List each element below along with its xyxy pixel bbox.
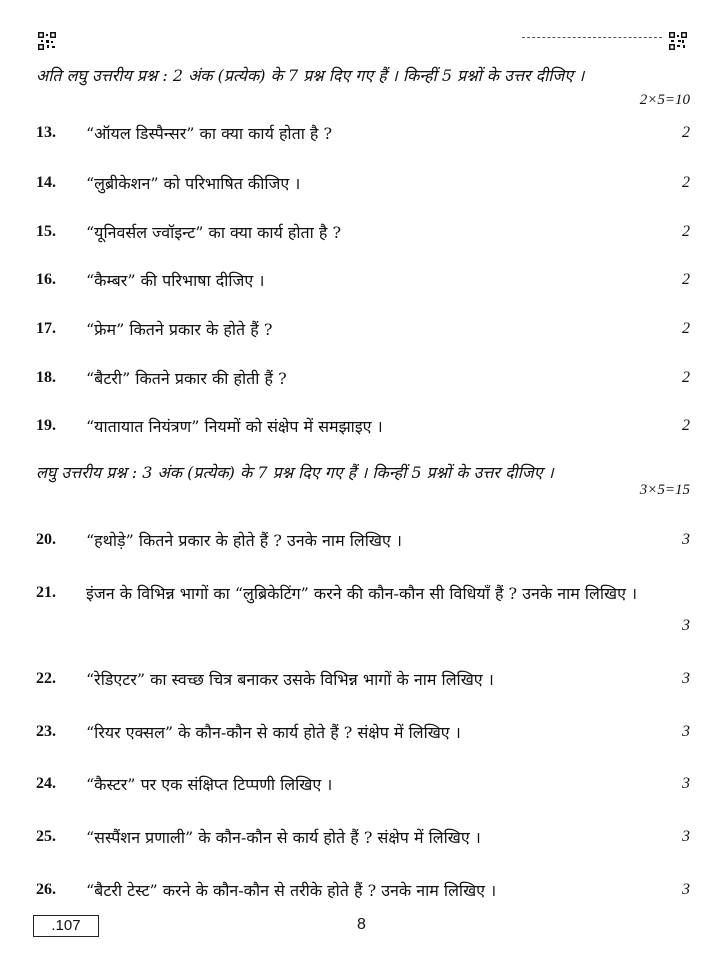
question-number: 18.: [36, 369, 56, 386]
question-text: “रियर एक्सल” के कौन-कौन से कार्य होते हैं ? संक्षेप में लिखिए ।: [86, 723, 461, 742]
question-mark: 3: [682, 670, 690, 687]
question-number: 16.: [36, 271, 56, 288]
question-mark: 2: [682, 223, 690, 240]
question-number: 23.: [36, 723, 56, 740]
question-text: “बैटरी टेस्ट” करने के कौन-कौन से तरीके होते हैं ? उनके नाम लिखिए ।: [86, 881, 497, 900]
question-text: “हथोड़े” कितने प्रकार के होते हैं ? उनके नाम लिखिए ।: [86, 531, 402, 550]
question-mark: 3: [682, 881, 690, 898]
question-mark: 3: [682, 723, 690, 740]
question-number: 15.: [36, 223, 56, 240]
section-b-instruction: लघु उत्तरीय प्रश्न : 3 अंक (प्रत्येक) के 7 प्रश्न दिए गए हैं । किन्हीं 5 प्रश्नों के उत्तर दीजिए ।: [36, 463, 554, 482]
question-mark: 2: [682, 417, 690, 434]
page-number: 8: [357, 916, 366, 933]
question-mark: 2: [682, 174, 690, 191]
section-a-marks: 2×5=10: [639, 92, 690, 108]
question-text: इंजन के विभिन्न भागों का “लुब्रिकेटिंग” करने की कौन-कौन सी विधियाँ हैं ? उनके नाम लिखिए ।: [86, 584, 638, 603]
question-mark: 2: [682, 320, 690, 337]
question-mark: 2: [682, 124, 690, 141]
question-text: “कैम्बर” की परिभाषा दीजिए ।: [86, 271, 265, 290]
question-mark: 3: [682, 828, 690, 845]
question-text: “फ्रेम” कितने प्रकार के होते हैं ?: [86, 320, 273, 339]
header-rule: [522, 37, 662, 38]
question-text: “ऑयल डिस्पैन्सर” का क्या कार्य होता है ?: [86, 124, 333, 143]
question-mark: 3: [682, 617, 690, 634]
question-mark: 2: [682, 271, 690, 288]
question-mark: 2: [682, 369, 690, 386]
question-number: 24.: [36, 775, 56, 792]
question-mark: 3: [682, 531, 690, 548]
question-number: 13.: [36, 124, 56, 141]
qr-code-icon: [38, 32, 56, 50]
question-text: “यातायात नियंत्रण” नियमों को संक्षेप में समझाइए ।: [86, 417, 383, 436]
question-text: “बैटरी” कितने प्रकार की होती हैं ?: [86, 369, 287, 388]
question-number: 22.: [36, 670, 56, 687]
qr-code-icon: [669, 32, 687, 50]
question-text: “सस्पैंशन प्रणाली” के कौन-कौन से कार्य होते हैं ? संक्षेप में लिखिए ।: [86, 828, 481, 847]
question-text: “लुब्रीकेशन” को परिभाषित कीजिए ।: [86, 174, 301, 193]
question-text: “कैस्टर” पर एक संक्षिप्त टिप्पणी लिखिए ।: [86, 775, 333, 794]
question-number: 19.: [36, 417, 56, 434]
question-mark: 3: [682, 775, 690, 792]
question-text: “रेडिएटर” का स्वच्छ चित्र बनाकर उसके विभिन्न भागों के नाम लिखिए ।: [86, 670, 494, 689]
question-text: “यूनिवर्सल ज्वॉइन्ट” का क्या कार्य होता है ?: [86, 223, 342, 242]
question-number: 26.: [36, 881, 56, 898]
section-b-marks: 3×5=15: [639, 482, 690, 498]
question-number: 25.: [36, 828, 56, 845]
question-number: 21.: [36, 584, 56, 601]
section-a-instruction: अति लघु उत्तरीय प्रश्न : 2 अंक (प्रत्येक) के 7 प्रश्न दिए गए हैं । किन्हीं 5 प्रश्नों के उत्तर दीजिए ।: [36, 66, 585, 85]
question-number: 17.: [36, 320, 56, 337]
question-number: 20.: [36, 531, 56, 548]
question-number: 14.: [36, 174, 56, 191]
paper-code: .107: [33, 915, 99, 937]
